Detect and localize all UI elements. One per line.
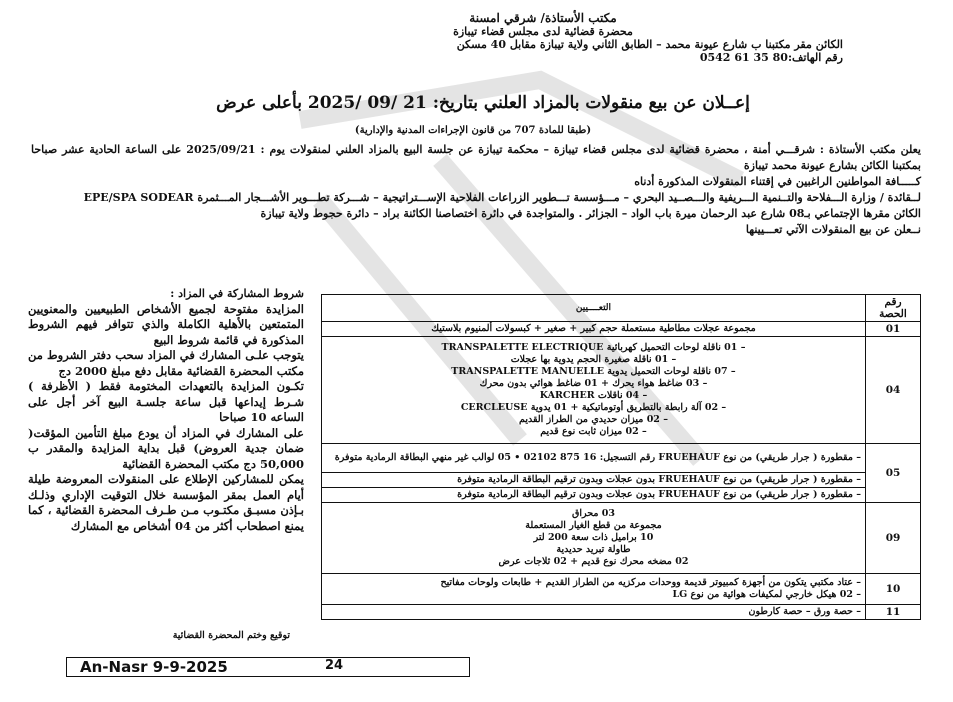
- lot-line: – مقطورة ( جرار طريقي) من نوع FRUEHAUF بدون عجلات وبدون ترقيم البطاقة الرمادية متوفرة: [457, 489, 861, 500]
- lot-description: [322, 337, 866, 444]
- table-row: [322, 322, 921, 337]
- header-description: التعــــيين: [322, 295, 866, 322]
- lot-line: مجموعة عجلات مطاطية مستعملة حجم كبير + صغير + كبسولات ألمنيوم بلاستيك: [431, 323, 756, 334]
- body-paragraph-2: كـــــافة المواطنين الراغبين في إقتناء المنقولات المذكورة أدناه: [634, 175, 921, 188]
- lot-description: [322, 574, 866, 605]
- lot-description: [322, 473, 866, 488]
- lot-line: – 02 هيكل خارجي لمكيفات هوائية من نوع LG: [672, 589, 861, 600]
- lot-line: – مقطورة ( جرار طريقي) من نوع FRUEHAUF رقم التسجيل: 16 875 02102 • 05 لوالب غير منهي البطاقة الرمادية متوفرة: [334, 452, 861, 463]
- table-row: [322, 444, 921, 473]
- lot-line: 10 براميل ذات سعة 200 لتر: [533, 532, 654, 543]
- conditions-title: شروط المشاركة في المزاد :: [170, 287, 304, 300]
- lot-description: [322, 444, 866, 473]
- body-paragraph-1: يعلن مكتب الأستاذة : شرقـــي أمنة ، محضرة قضائية لدى مجلس قضاء تيبازة – محكمة تيبازة عن جلسة البيع بالمزاد العلني لمنقولات يوم : 2025/09/21 على الساعة الحادية عشر صباحا بمكتبنا الكائن بشارع عيونة محمد تيبازة: [31, 143, 921, 172]
- lot-line: – 03 ضاغط هواء يحرك + 01 ضاغط هوائي بدون محرك: [479, 378, 708, 389]
- company-code: EPE/SPA SODEAR: [83, 191, 194, 204]
- office-title: محضرة قضائية لدى مجلس قضاء تيبازة: [453, 25, 633, 38]
- office-address: الكائن مقر مكتبنا ب شارع عيونة محمد – الطابق الثاني ولاية تيبازة مقابل 40 مسكن: [456, 38, 843, 51]
- lot-line: – 01 ناقلة صغيرة الحجم يدوية بها عجلات: [510, 354, 677, 365]
- lot-number: 10: [866, 574, 921, 605]
- body-paragraph-3: [31, 190, 921, 206]
- lot-line: – 02 آلة رابطة بالتطريق أوتوماتيكية + 01 يدوية CERCLEUSE: [460, 402, 727, 413]
- lot-line: 03 محراق: [571, 508, 615, 519]
- lot-number: 05: [866, 444, 921, 503]
- announcement-subtitle: (طبقا للمادة 707 من قانون الإجراءات المدنية والإدارية): [354, 125, 592, 136]
- lot-number: 09: [866, 503, 921, 574]
- table-header-row: [322, 295, 921, 322]
- table-row: [322, 488, 921, 503]
- lot-line: – 01 ناقلة لوحات التحميل كهربائية TRANSPALETTE ELECTRIQUE: [441, 342, 746, 353]
- lot-line: – مقطورة ( جرار طريقي) من نوع FRUEHAUF بدون عجلات وبدون ترقيم البطاقة الرمادية متوفرة: [457, 474, 861, 485]
- body-paragraph-5: نــعلن عن بيع المنقولات الآتي تعـــيينها: [745, 223, 921, 236]
- lot-number: 04: [866, 337, 921, 444]
- lot-line: 02 مضخه محرك نوع قديم + 02 ثلاجات عرض: [498, 556, 689, 567]
- newspaper-name: An-Nasr 9-9-2025: [80, 658, 228, 676]
- lot-line: – 07 ناقلة لوحات التحميل يدوية TRANSPALETTE MANUELLE: [451, 366, 736, 377]
- lot-description: [322, 605, 866, 620]
- header-lot-number: رقم الحصة: [866, 295, 921, 322]
- office-name: مكتب الأستاذة/ شرقي امسنة: [469, 11, 617, 25]
- lot-description: [322, 503, 866, 574]
- announcement-body: [31, 142, 921, 238]
- table-row: [322, 473, 921, 488]
- participation-conditions: [28, 286, 304, 534]
- lots-table: [321, 294, 921, 620]
- lot-description: [322, 488, 866, 503]
- lot-line: طاولة تبريد حديدية: [556, 544, 631, 555]
- lot-line: مجموعة من قطع الغيار المستعملة: [525, 520, 662, 531]
- beneficiary-text: لــقائدة / وزارة الـــفلاحة والتــنمية الـــريفية والـــصــيد البحري – مـــؤسسة تـــطوير الزراعات الفلاحية الإســـتراتيجية – شـــركة تطـــوير الأشـــجار المـــثمرة: [197, 191, 921, 204]
- table-row: [322, 503, 921, 574]
- condition-text: يمكن للمشاركين الإطلاع على المنقولات المعروضة طيلة أيام العمل بمقر المؤسسة خلال التوقيت الإداري وذلـك بـإذن مسبـق مكتـوب مـن طـرف المحضرة القضائية ، كما يمنع اصطحاب أكثر من 04 أشخاص مع المشارك: [28, 472, 304, 533]
- condition-text: يتوجب علـى المشارك في المزاد سحب دفتر الشروط من مكتب المحضرة القضائية مقابل دفع مبلغ 2000 دج: [28, 348, 304, 378]
- body-paragraph-4: الكائن مقرها الإجتماعي بـ08 شارع عبد الرحمان ميرة باب الواد – الجزائر . والمتواجدة في دائرة اختصاصنا الكائنة براد – دائرة حجوط ولاية تيبازة: [260, 207, 921, 220]
- page-number: 24: [325, 658, 344, 673]
- table-row: [322, 574, 921, 605]
- condition-text: المزايدة مفتوحة لجميع الأشخاص الطبيعيين والمعنويين المتمتعين بالأهلية الكاملة والذي تتوافر فيهم الشروط المذكورة في قائمة شروط البيع: [28, 301, 304, 347]
- lot-line: – 02 ميزان حديدي من الطراز القديم: [519, 414, 668, 425]
- signature-line: توقيع وختم المحضرة القضائية: [172, 630, 290, 641]
- lot-number: 01: [866, 322, 921, 337]
- table-row: [322, 337, 921, 444]
- office-phone: رقم الهاتف:80 35 61 0542: [699, 51, 843, 64]
- lot-line: – 02 ميزان ثابت نوع قديم: [540, 426, 647, 437]
- condition-text: على المشارك في المزاد أن يودع مبلغ التأمين المؤقت( ضمان جدية العروض) قبل بداية المزايدة والمقدر ب 50,000 دج مكتب المحضرة القضائية: [28, 425, 304, 471]
- announcement-title: إعــلان عن بيع منقولات بالمزاد العلني بتاريخ: 21 /09 /2025 بأعلى عرض: [216, 93, 750, 113]
- condition-text: تكـون المزايدة بالتعهدات المختومة فقط ( الأظرفة ) شـرط إيداعها قبل ساعة جلسـة البيع آخر أجل على الساعه 10 صباحا: [28, 379, 304, 424]
- lot-line: – عتاد مكتبي يتكون من أجهزة كمبيوتر قديمة ووحدات مركزيه من الطراز القديم + طابعات ولوحات مفاتيح: [440, 577, 861, 588]
- lot-number: 11: [866, 605, 921, 620]
- lot-line: – 04 ناقلات KARCHER: [539, 390, 648, 401]
- lot-description: [322, 322, 866, 337]
- office-header: [243, 12, 843, 64]
- table-row: [322, 605, 921, 620]
- lot-line: – حصة ورق – حصة كارطون: [748, 606, 861, 617]
